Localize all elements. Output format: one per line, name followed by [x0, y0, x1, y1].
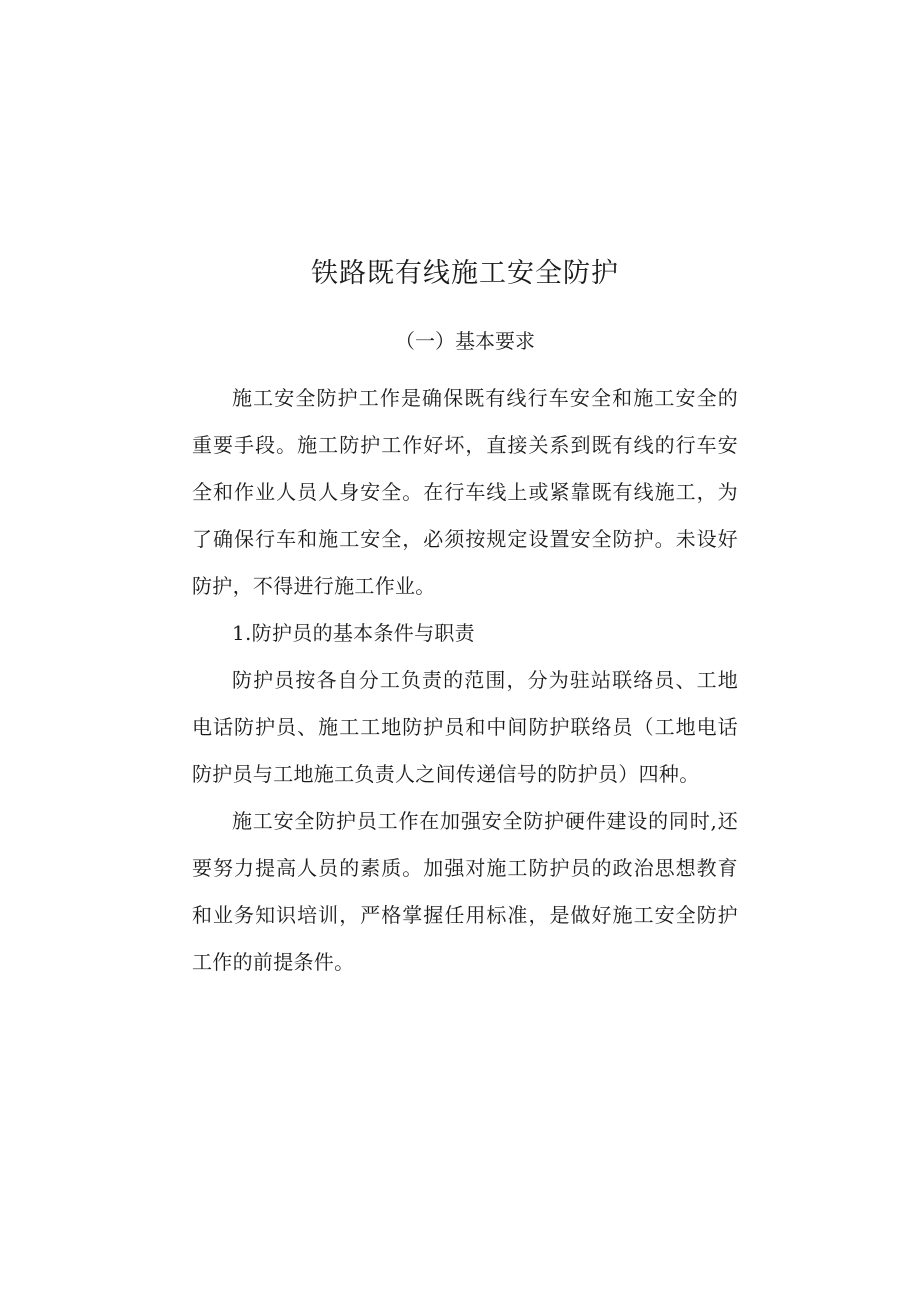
subheading-guard-duties: 1.防护员的基本条件与职责	[232, 621, 475, 645]
document-body	[192, 375, 738, 986]
section-heading: （一）基本要求	[395, 329, 535, 353]
document-title: 铁路既有线施工安全防护	[311, 258, 619, 289]
paragraph-intro: 施工安全防护工作是确保既有线行车安全和施工安全的重要手段。施工防护工作好坏，直接关系到既有线的行车安全和作业人员人身安全。在行车线上或紧靠既有线施工，为了确保行车和施工安全，必须按规定设置安全防护。未设好防护，不得进行施工作业。	[192, 386, 738, 598]
paragraph-guard-training: 施工安全防护员工作在加强安全防护硬件建设的同时,还要努力提高人员的素质。加强对施工防护员的政治思想教育和业务知识培训，严格掌握任用标准，是做好施工安全防护工作的前提条件。	[192, 809, 738, 974]
paragraph-guard-types: 防护员按各自分工负责的范围，分为驻站联络员、工地电话防护员、施工工地防护员和中间防护联络员（工地电话防护员与工地施工负责人之间传递信号的防护员）四种。	[192, 668, 738, 786]
